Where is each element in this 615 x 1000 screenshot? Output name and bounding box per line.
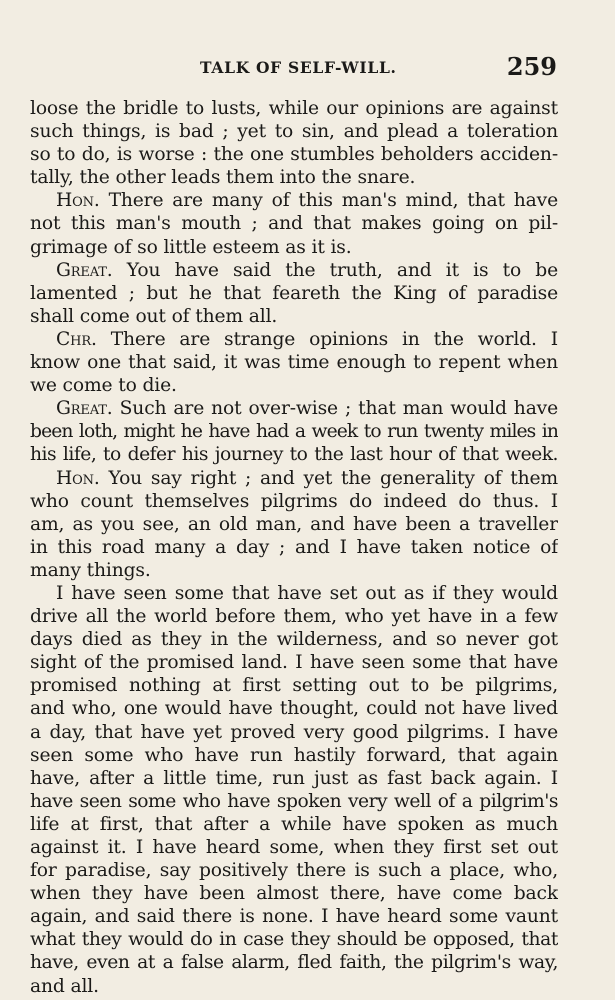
text-line: grimage of so little esteem as it is. [30,236,352,258]
text-line: what they would do in case they should be opposed, that [30,929,558,951]
text-line: lamented ; but he that feareth the King of paradise [30,282,558,304]
text-line: when they have been almost there, have come back [30,883,558,905]
text-line [30,189,558,212]
text-line: sight of the promised land. I have seen some that have [30,652,558,674]
paragraph [30,189,558,258]
speech-text: You have said the truth, and it is to be [112,259,558,281]
text-line: tally, the other leads them into the snare. [30,167,416,189]
text-line: seen some who have run hastily forward, that again [30,744,558,766]
text-line: so to do, is worse : the one stumbles beholders acciden- [30,144,558,166]
running-title: TALK OF SELF-WILL. [200,58,397,77]
text-line: drive all the world before them, who yet have in a few [30,606,558,628]
speech-text: There are many of this man's mind, that have [99,190,558,212]
text-line: against it. I have heard some, when they first set out [30,837,558,858]
text-line: shall come out of them all. [30,305,278,327]
text-line: not this man's mouth ; and that makes going on pil- [30,213,558,235]
text-line: for paradise, say positively there is such a place, who, [30,860,558,882]
text-line: have seen some who have spoken very well of a pilgrim's [30,790,558,812]
speaker-name: Great. [56,259,113,281]
text-line: such things, is bad ; yet to sin, and plead a toleration [30,121,558,143]
text-line: his life, to defer his journey to the last hour of that week. [30,444,558,466]
text-line [30,467,558,490]
text-line [30,328,558,351]
text-line [30,397,558,420]
speaker-name: Hon. [56,467,100,489]
text-line: know one that said, it was time enough to repent when [30,352,558,374]
speaker-name: Hon. [56,190,100,212]
text-line: days died as they in the wilderness, and so never got [30,629,558,651]
text-line: have, even at a false alarm, fled faith, the pilgrim's way, [30,952,558,974]
speaker-name: Great. [56,398,113,420]
body-text [30,97,558,998]
paragraph [30,259,558,328]
speaker-name: Chr. [56,328,97,350]
speech-text: Such are not over-wise ; that man would have [112,398,558,420]
speech-text: You say right ; and yet the generality of them [99,467,558,489]
page-number: 259 [506,52,557,81]
paragraph [30,97,558,189]
text-line: again, and said there is none. I have heard some vaunt [30,906,558,928]
paragraph [30,467,558,582]
text-line: loose the bridle to lusts, while our opinions are against [30,98,558,119]
text-line: life at first, that after a while have spoken as much [30,813,558,835]
text-line: am, as you see, an old man, and have been a traveller [30,513,558,535]
text-line: and all. [30,975,99,997]
text-line: promised nothing at first setting out to be pilgrims, [30,675,558,697]
text-line: and who, one would have thought, could not have lived [30,698,558,720]
text-line: been loth, might he have had a week to run twenty miles in [30,421,558,443]
text-line: I have seen some that have set out as if they would [56,582,558,604]
text-line: many things. [30,559,151,581]
text-line: we come to die. [30,375,177,397]
text-line: a day, that have yet proved very good pilgrims. I have [30,721,558,743]
text-line [30,259,558,282]
paragraph [30,582,558,998]
paragraph [30,397,558,466]
text-line: have, after a little time, run just as fast back again. I [30,767,558,789]
text-line: in this road many a day ; and I have taken notice of [30,536,558,558]
text-line: who count themselves pilgrims do indeed do thus. I [30,490,558,512]
page-header [30,52,557,82]
paragraph [30,328,558,397]
speech-text: There are strange opinions in the world. I [96,328,558,350]
